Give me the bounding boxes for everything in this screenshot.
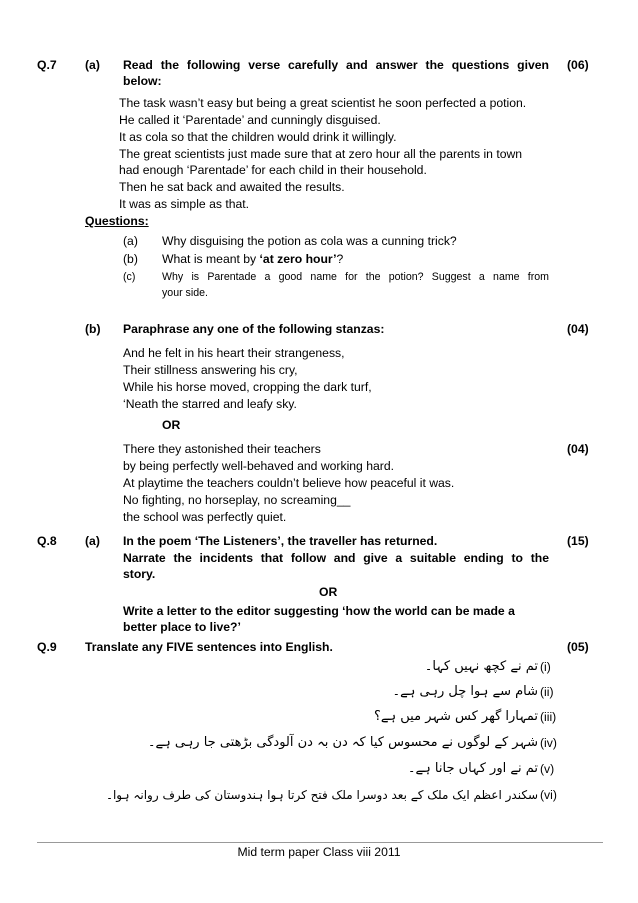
q8-line1: In the poem ‘The Listeners’, the traveller has returned. — [123, 534, 438, 548]
sentence-label: (iv) — [540, 736, 557, 750]
verse-line: The great scientists just made sure that at zero hour all the parents in town — [119, 147, 523, 161]
q8-line2: Narrate the incidents that follow and give a suitable ending to the — [123, 551, 549, 565]
question-label: (b) — [123, 252, 138, 266]
q7a-heading-line2: below: — [123, 74, 162, 88]
q7b-marks-2: (04) — [567, 442, 589, 456]
stanza1-line: Their stillness answering his cry, — [123, 363, 298, 377]
footer-divider — [37, 842, 603, 843]
footer-text: Mid term paper Class viii 2011 — [237, 845, 401, 859]
q8-label: (a) — [85, 534, 100, 548]
verse-line: It was as simple as that. — [119, 197, 250, 211]
sentence-label: (ii) — [540, 685, 554, 699]
urdu-sentence: سکندر اعظم ایک ملک کے بعد دوسرا ملک فتح کرتا ہوا ہندوستان کی طرف روانہ ہوا۔ — [105, 788, 538, 802]
q7b-heading: Paraphrase any one of the following stanzas: — [123, 322, 385, 336]
or-separator: OR — [162, 418, 181, 432]
sentence-label: (iii) — [540, 710, 557, 724]
q8-line4: Write a letter to the editor suggesting ‘how the world can be made a — [123, 604, 515, 618]
q9-marks: (05) — [567, 640, 589, 654]
urdu-sentence: تم نے اور کہاں جانا ہے۔ — [407, 761, 538, 776]
q7-number: Q.7 — [37, 58, 57, 72]
verse-line: The task wasn’t easy but being a great scientist he soon perfected a potion. — [119, 96, 527, 110]
question-label: (a) — [123, 234, 138, 248]
urdu-sentence: شام سے ہوا چل رہی ہے۔ — [392, 684, 538, 699]
question-text: your side. — [162, 287, 208, 299]
q8-number: Q.8 — [37, 534, 57, 548]
sentence-label: (vi) — [540, 788, 557, 802]
stanza2-line: the school was perfectly quiet. — [123, 510, 287, 524]
q7a-marks: (06) — [567, 58, 589, 72]
q9-number: Q.9 — [37, 640, 57, 654]
urdu-sentence: تمہارا گھر کس شہر میں ہے؟ — [374, 709, 538, 724]
q7a-label: (a) — [85, 58, 100, 72]
q8-marks: (15) — [567, 534, 589, 548]
question-label: (c) — [123, 271, 136, 283]
sentence-label: (i) — [540, 660, 551, 674]
stanza1-line: While his horse moved, cropping the dark turf, — [123, 380, 372, 394]
q7b-marks: (04) — [567, 322, 589, 336]
q8-line3: story. — [123, 567, 156, 581]
questions-title: Questions: — [85, 214, 149, 228]
q9-heading: Translate any FIVE sentences into English. — [85, 640, 333, 654]
q7a-heading-line1: Read the following verse carefully and answer the questions given — [123, 58, 549, 72]
stanza2-line: No fighting, no horseplay, no screaming__ — [123, 493, 351, 507]
sentence-label: (v) — [540, 762, 555, 776]
question-text: Why is Parentade a good name for the potion? Suggest a name from — [162, 271, 549, 283]
urdu-sentence: تم نے کچھ نہیں کہا۔ — [424, 659, 538, 674]
verse-line: He called it ‘Parentade’ and cunningly disguised. — [119, 113, 381, 127]
verse-line: It as cola so that the children would drink it willingly. — [119, 130, 397, 144]
question-text: What is meant by ‘at zero hour’? — [162, 252, 344, 266]
q8-line5: better place to live?’ — [123, 620, 241, 634]
question-text: Why disguising the potion as cola was a cunning trick? — [162, 234, 457, 248]
stanza1-line: ‘Neath the starred and leafy sky. — [123, 397, 297, 411]
verse-line: Then he sat back and awaited the results. — [119, 180, 345, 194]
q7b-label: (b) — [85, 322, 101, 336]
stanza2-line: There they astonished their teachers — [123, 442, 321, 456]
urdu-sentence: شہر کے لوگوں نے محسوس کیا کہ دن بہ دن آلودگی بڑھتی جا رہی ہے۔ — [147, 735, 538, 750]
stanza2-line: by being perfectly well-behaved and working hard. — [123, 459, 394, 473]
stanza1-line: And he felt in his heart their strangeness, — [123, 346, 345, 360]
stanza2-line: At playtime the teachers couldn’t believe how peaceful it was. — [123, 476, 455, 490]
q8-or: OR — [319, 585, 338, 599]
verse-line: had enough ‘Parentade’ for each child in their household. — [119, 163, 427, 177]
